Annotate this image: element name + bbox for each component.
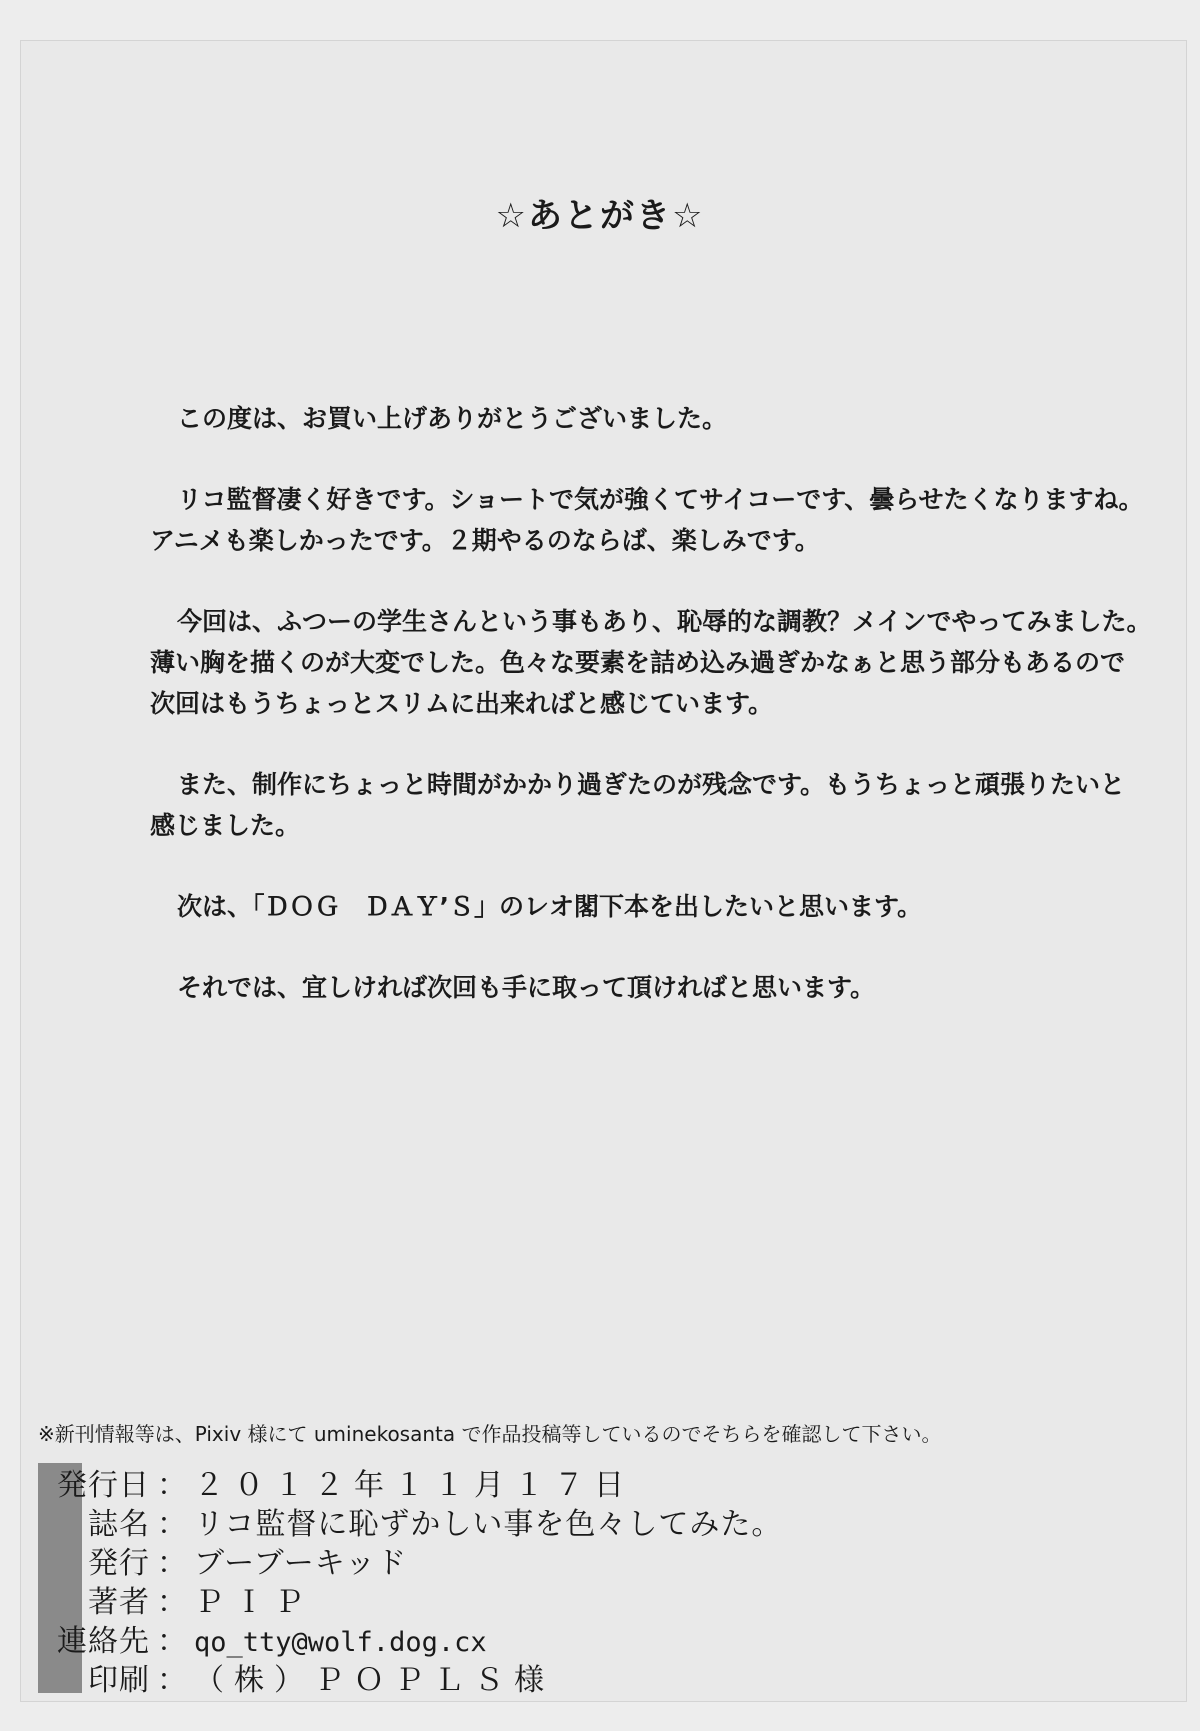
release-date-label: 発行日 xyxy=(57,1468,150,1503)
colophon-row-contact xyxy=(40,1616,1140,1659)
contact-email: qo_tty@wolf.dog.cx xyxy=(194,1627,487,1658)
separator: ： xyxy=(157,1624,187,1659)
text-line: この度は、お買い上げありがとうございました。 xyxy=(177,404,728,433)
separator: ： xyxy=(157,1546,187,1581)
release-date-value: ２０１２年１１月１７日 xyxy=(194,1468,634,1503)
afterword-title: ☆あとがき☆ xyxy=(495,196,705,236)
separator: ： xyxy=(157,1468,187,1503)
publisher-value: ブーブーキッド xyxy=(194,1546,408,1581)
separator: ： xyxy=(157,1507,187,1542)
separator: ： xyxy=(157,1663,187,1698)
new-release-note: ※新刊情報等は、Pixiv 様にて uminekosanta で作品投稿等しているのでそちらを確認して下さい。 xyxy=(38,1422,942,1446)
text-line: 今回は、ふつーの学生さんという事もあり、恥辱的な調教？メインでやってみました。 xyxy=(177,607,1152,636)
text-line: それでは、宜しければ次回も手に取って頂ければと思います。 xyxy=(177,973,876,1002)
paragraph-thanks xyxy=(150,398,1160,439)
author-value: ＰＩＰ xyxy=(194,1585,314,1620)
text-line: 薄い胸を描くのが大変でした。色々な要素を詰め込み過ぎかなぁと思う部分もあるので xyxy=(150,648,1126,677)
text-line: アニメも楽しかったです。２期やるのならば、楽しみです。 xyxy=(150,526,820,555)
printer-label: 印刷 xyxy=(88,1663,150,1698)
colophon-row-release-date xyxy=(40,1460,1140,1503)
colophon-row-printer xyxy=(40,1655,1140,1698)
paragraph-closing xyxy=(150,967,1160,1008)
text-line: 次回はもうちょっとスリムに出来ればと感じています。 xyxy=(150,689,774,718)
printer-value: （株）ＰＯＰＬＳ様 xyxy=(194,1663,554,1698)
text-line: リコ監督凄く好きです。ショートで気が強くてサイコーです、曇らせたくなりますね。 xyxy=(177,485,1144,514)
colophon-row-publisher xyxy=(40,1538,1140,1581)
separator: ： xyxy=(157,1585,187,1620)
publisher-label: 発行 xyxy=(88,1546,150,1581)
contact-label: 連絡先 xyxy=(57,1624,150,1659)
paragraph-regret xyxy=(150,764,1160,846)
colophon-row-title xyxy=(40,1499,1140,1542)
paragraph-riko xyxy=(150,479,1160,561)
title-value: リコ監督に恥ずかしい事を色々してみた。 xyxy=(194,1507,783,1542)
paragraph-next xyxy=(150,886,1160,927)
author-label: 著者 xyxy=(88,1585,150,1620)
text-line: 感じました。 xyxy=(150,811,301,840)
title-label: 誌名 xyxy=(88,1507,150,1542)
colophon xyxy=(40,1460,1140,1698)
paragraph-this-time xyxy=(150,601,1160,724)
colophon-row-author xyxy=(40,1577,1140,1620)
text-line: 次は、「ＤＯＧ ＤＡＹ’Ｓ」のレオ閣下本を出したいと思います。 xyxy=(177,892,922,921)
text-line: また、制作にちょっと時間がかかり過ぎたのが残念です。もうちょっと頑張りたいと xyxy=(177,770,1126,799)
afterword-body xyxy=(150,398,1160,1048)
